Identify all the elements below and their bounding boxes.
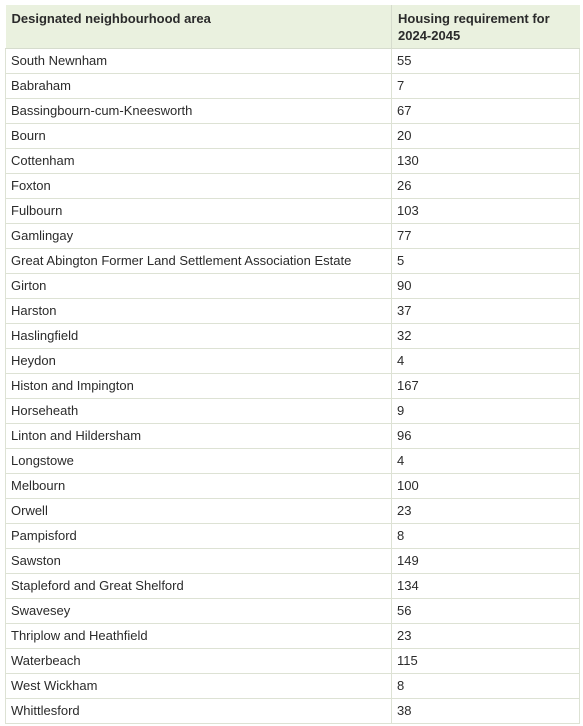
table-row — [6, 624, 580, 649]
cell-housing-requirement: 149 — [392, 549, 580, 574]
table-row — [6, 349, 580, 374]
table-row — [6, 424, 580, 449]
table-row — [6, 299, 580, 324]
cell-housing-requirement: 77 — [392, 224, 580, 249]
table-row — [6, 249, 580, 274]
cell-housing-requirement: 56 — [392, 599, 580, 624]
cell-housing-requirement: 26 — [392, 174, 580, 199]
cell-neighbourhood-area: Thriplow and Heathfield — [6, 624, 392, 649]
table-row — [6, 124, 580, 149]
table-row — [6, 174, 580, 199]
table-row — [6, 474, 580, 499]
cell-housing-requirement: 55 — [392, 49, 580, 74]
header-neighbourhood-area: Designated neighbourhood area — [6, 5, 392, 49]
cell-neighbourhood-area: Bourn — [6, 124, 392, 149]
cell-neighbourhood-area: Swavesey — [6, 599, 392, 624]
table-body — [6, 49, 580, 724]
table-row — [6, 224, 580, 249]
cell-neighbourhood-area: Haslingfield — [6, 324, 392, 349]
cell-neighbourhood-area: Orwell — [6, 499, 392, 524]
cell-neighbourhood-area: Cottenham — [6, 149, 392, 174]
table-row — [6, 499, 580, 524]
cell-neighbourhood-area: Horseheath — [6, 399, 392, 424]
cell-housing-requirement: 23 — [392, 624, 580, 649]
cell-housing-requirement: 5 — [392, 249, 580, 274]
table-row — [6, 449, 580, 474]
cell-neighbourhood-area: Fulbourn — [6, 199, 392, 224]
table-row — [6, 99, 580, 124]
cell-neighbourhood-area: Histon and Impington — [6, 374, 392, 399]
table-row — [6, 374, 580, 399]
cell-housing-requirement: 7 — [392, 74, 580, 99]
cell-housing-requirement: 90 — [392, 274, 580, 299]
table-row — [6, 199, 580, 224]
cell-housing-requirement: 100 — [392, 474, 580, 499]
cell-neighbourhood-area: Foxton — [6, 174, 392, 199]
cell-neighbourhood-area: Whittlesford — [6, 699, 392, 724]
table-row — [6, 574, 580, 599]
cell-housing-requirement: 134 — [392, 574, 580, 599]
cell-neighbourhood-area: West Wickham — [6, 674, 392, 699]
cell-neighbourhood-area: Great Abington Former Land Settlement Association Estate — [6, 249, 392, 274]
cell-neighbourhood-area: Bassingbourn-cum-Kneesworth — [6, 99, 392, 124]
header-housing-requirement: Housing requirement for 2024-2045 — [392, 5, 580, 49]
cell-neighbourhood-area: Sawston — [6, 549, 392, 574]
table-row — [6, 699, 580, 724]
table-row — [6, 524, 580, 549]
housing-requirement-table — [5, 5, 580, 724]
cell-neighbourhood-area: Harston — [6, 299, 392, 324]
cell-neighbourhood-area: Longstowe — [6, 449, 392, 474]
table-row — [6, 649, 580, 674]
table-row — [6, 324, 580, 349]
table-row — [6, 274, 580, 299]
cell-housing-requirement: 130 — [392, 149, 580, 174]
table-row — [6, 674, 580, 699]
cell-housing-requirement: 115 — [392, 649, 580, 674]
cell-neighbourhood-area: Pampisford — [6, 524, 392, 549]
table-row — [6, 149, 580, 174]
cell-housing-requirement: 4 — [392, 449, 580, 474]
housing-requirement-table-container — [5, 5, 579, 724]
table-row — [6, 549, 580, 574]
cell-housing-requirement: 67 — [392, 99, 580, 124]
cell-neighbourhood-area: Heydon — [6, 349, 392, 374]
table-row — [6, 74, 580, 99]
cell-housing-requirement: 32 — [392, 324, 580, 349]
cell-housing-requirement: 9 — [392, 399, 580, 424]
table-row — [6, 399, 580, 424]
cell-housing-requirement: 167 — [392, 374, 580, 399]
cell-neighbourhood-area: Babraham — [6, 74, 392, 99]
table-row — [6, 599, 580, 624]
cell-housing-requirement: 103 — [392, 199, 580, 224]
cell-neighbourhood-area: Linton and Hildersham — [6, 424, 392, 449]
cell-housing-requirement: 96 — [392, 424, 580, 449]
table-header-row — [6, 5, 580, 49]
cell-neighbourhood-area: Waterbeach — [6, 649, 392, 674]
cell-housing-requirement: 37 — [392, 299, 580, 324]
cell-housing-requirement: 20 — [392, 124, 580, 149]
cell-housing-requirement: 38 — [392, 699, 580, 724]
cell-neighbourhood-area: Melbourn — [6, 474, 392, 499]
cell-housing-requirement: 8 — [392, 674, 580, 699]
cell-neighbourhood-area: Stapleford and Great Shelford — [6, 574, 392, 599]
cell-housing-requirement: 23 — [392, 499, 580, 524]
cell-neighbourhood-area: Gamlingay — [6, 224, 392, 249]
table-row — [6, 49, 580, 74]
cell-neighbourhood-area: Girton — [6, 274, 392, 299]
cell-housing-requirement: 8 — [392, 524, 580, 549]
cell-neighbourhood-area: South Newnham — [6, 49, 392, 74]
cell-housing-requirement: 4 — [392, 349, 580, 374]
